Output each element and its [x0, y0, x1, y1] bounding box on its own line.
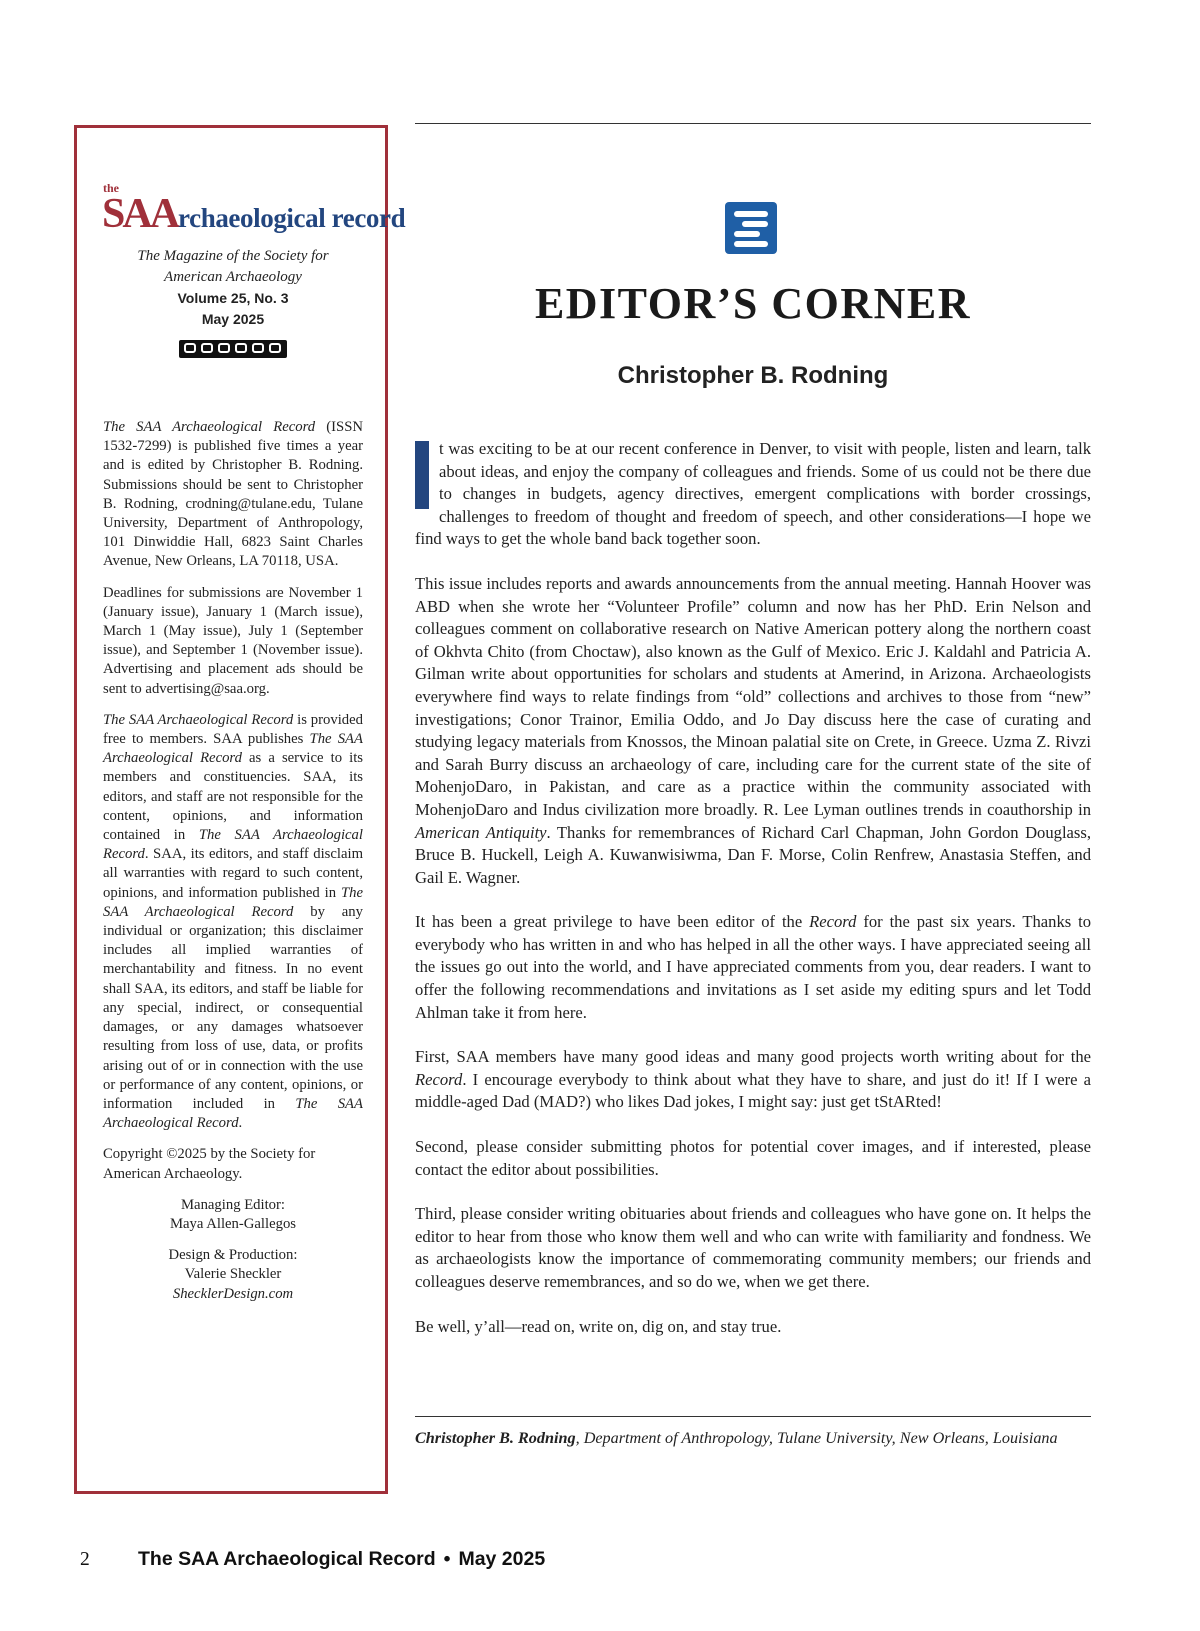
- footer-dot: •: [443, 1548, 451, 1570]
- article-title: EDITOR’S CORNER: [534, 279, 972, 328]
- copyright-paragraph: Copyright ©2025 by the Society for American Archaeology.: [103, 1146, 316, 1182]
- top-rule: [415, 123, 1091, 124]
- paragraph-1: t was exciting to be at our recent conference in Denver, to visit with people, listen and learn, talk about ideas, and enjoy the company of colleagues and friends. Some of us could not be there due to changes in budgets, agency directives, emergent complications with border crossings, challenges to freedom of thought and freedom of speech, and other considerations—I hope we find ways to get the whole band back together soon.: [415, 439, 1091, 549]
- paragraph-3: It has been a great privilege to have been editor of the Record for the past six years. Thanks to everybody who has written in and who has helped in all the other ways. I have appreciated seeing all the issues go out into the world, and I have appreciated comments from you, dear readers. I want to offer the following recommendations and invitations as I set aside my editing spurs and let Todd Ahlman take it from here.: [415, 912, 1091, 1022]
- design-production: Design & Production: Valerie Sheckler ShecklerDesign.com: [168, 1247, 298, 1302]
- designer-website: ShecklerDesign.com: [172, 1285, 294, 1302]
- disclaimer-paragraph: The SAA Archaeological Record is provided free to members. SAA publishes The SAA Archaeological Record as a service to its members and constituencies. SAA, its editors, and staff are not responsible for the content, opinions, and information contained in The SAA Archaeological Record. SAA, its editors, and staff disclaim all warranties with regard to such content, opinions, and information published in The SAA Archaeological Record by any individual or organization; this disclaimer includes all implied warranties of merchantability and fitness. In no event shall SAA, its editors, and staff be liable for any special, indirect, or consequential damages, or any damages whatsoever resulting from loss of use, data, or profits arising out of or in connection with the use or performance of any content, opinions, or information included in The SAA Archaeological Record.: [103, 711, 363, 1132]
- bottom-rule: [415, 1416, 1091, 1417]
- tagline-line-2: American Archaeology: [164, 269, 302, 285]
- staff-credits: [103, 1196, 363, 1304]
- masthead-info: [103, 246, 363, 330]
- paragraph-6: Third, please consider writing obituaries about friends and colleagues who have gone on. It helps the editor to hear from those who know them well and who can write with familiarity and fondness. We as archaeologists know the importance of commemorating community members; our friends and colleagues deserve remembrances, and so do we, when we get there.: [415, 1204, 1091, 1291]
- publication-info: [103, 418, 363, 1184]
- issue-date: May 2025: [201, 311, 265, 327]
- paragraph-4: First, SAA members have many good ideas and many good projects worth writing about for the Record. I encourage everybody to think about what they have to share, and just do it! If I were a middle-aged Dad (MAD?) who likes Dad jokes, I might say: just get tStARted!: [415, 1047, 1091, 1112]
- article-author: Christopher B. Rodning: [617, 362, 889, 389]
- logo-wordmark: [102, 190, 405, 238]
- article-body: [415, 438, 1091, 1360]
- tagline-line-1: The Magazine of the Society for: [137, 248, 329, 264]
- paragraph-2: This issue includes reports and awards announcements from the annual meeting. Hannah Hoover was ABD when she wrote her “Volunteer Profile” column and now has her PhD. Erin Nelson and colleagues comment on collaborative research on Native American pottery along the northern coast of Okhvta Chito (from Choctaw), also known as the Gulf of Mexico. Eric J. Kaldahl and Patricia A. Gilman write about opportunities for scholars and students at Amerind, in Arizona. Archaeologists everywhere find ways to relate findings from “old” collections and archives to those from “new” investigations; Conor Trainor, Emilia Oddo, and Jo Day discuss here the case of curating and studying legacy materials from Knossos, the Minoan palatial site on Crete, in Greece. Uzma Z. Rivzi and Sarah Burry discuss an archaeology of care, including care for the current state of the site of MohenjoDaro, in Pakistan, and care as a practice within the community associated with MohenjoDaro and Indus civilization more broadly. R. Lee Lyman outlines trends in coauthorship in American Antiquity. Thanks for remembrances of Richard Carl Chapman, John Gordon Douglass, Bruce B. Huckell, Leigh A. Kuwanwisiwma, Dan F. Morse, Colin Renfrew, Anastasia Steffen, and Gail E. Wagner.: [415, 573, 1091, 887]
- paragraph-7: Be well, y’all—read on, write on, dig on, and stay true.: [415, 1316, 782, 1336]
- author-affiliation: Christopher B. Rodning, Department of Anthropology, Tulane University, New Orleans, Louisiana: [415, 1429, 1058, 1447]
- drop-cap-i: [415, 441, 429, 509]
- volume-number: Volume 25, No. 3: [177, 290, 289, 306]
- saa-logo: [102, 181, 406, 240]
- deadlines-paragraph: Deadlines for submissions are November 1 (January issue), January 1 (March issue), March 1 (May issue), July 1 (September issue), and September 1 (November issue). Advertising and placement ads should be sent to advertising@saa.org.: [103, 584, 363, 697]
- page-number: 2: [80, 1549, 90, 1570]
- paragraph-5: Second, please consider submitting photos for potential cover images, and if interested, please contact the editor about possibilities.: [415, 1137, 1091, 1179]
- footer-journal: The SAA Archaeological Record: [138, 1548, 436, 1570]
- masthead-sidebar: [74, 125, 406, 1494]
- footer-issue: May 2025: [458, 1548, 546, 1570]
- page-footer: [80, 1548, 545, 1571]
- decorative-ornament-icon: [179, 340, 287, 358]
- saa-emblem-icon: [725, 202, 777, 254]
- managing-editor: Managing Editor: Maya Allen-Gallegos: [169, 1196, 297, 1232]
- logo-saa: SAA: [102, 191, 178, 237]
- logo-rest: rchaeological record: [178, 203, 406, 233]
- logo-the: the: [103, 181, 119, 195]
- issn-paragraph: The SAA Archaeological Record (ISSN 1532-7299) is published five times a year and is edited by Christopher B. Rodning. Submissions should be sent to Christopher B. Rodning, crodning@tulane.edu, Tulane University, Department of Anthropology, 101 Dinwiddie Hall, 6823 Saint Charles Avenue, New Orleans, LA 70118, USA.: [103, 419, 363, 570]
